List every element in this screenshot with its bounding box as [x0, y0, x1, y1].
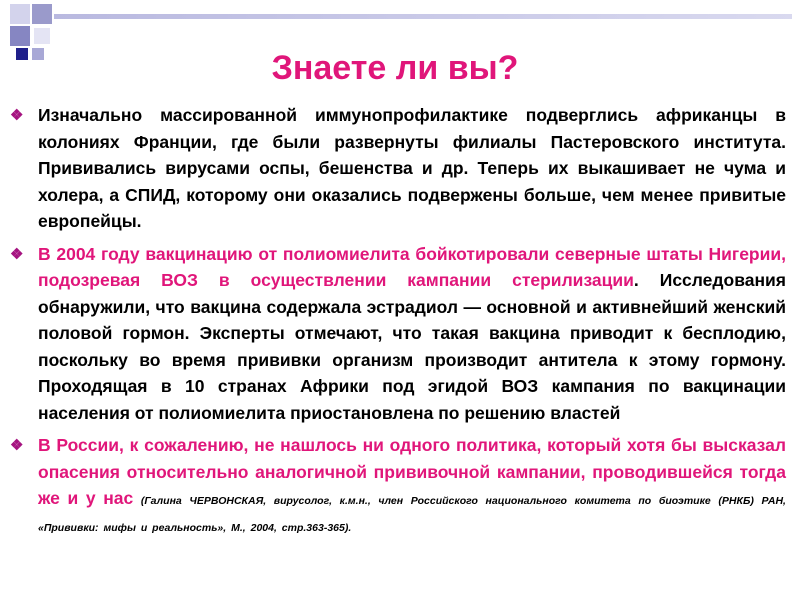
- bullet-item: [8, 102, 786, 235]
- decorative-square: [10, 4, 30, 24]
- bullet-list: [8, 102, 786, 544]
- diamond-bullet-icon: ❖: [10, 437, 24, 454]
- bullet-highlight-text: В 2004 году вакцинацию от полиомиелита бойкотировали северные штаты Нигерии, подозревая ВОЗ в осуществлении кампании стерилизации: [38, 243, 786, 290]
- decorative-top-line: [54, 14, 792, 19]
- bullet-highlight-text: В России, к сожалению, не нашлось ни одного политика, который хотя бы высказал опасения относительно аналогичной прививочной кампании, проводившейся тогда же и у нас: [38, 435, 786, 508]
- diamond-bullet-icon: ❖: [10, 245, 24, 263]
- slide-title: Знаете ли вы?: [271, 49, 519, 87]
- diamond-bullet-icon: ❖: [10, 107, 24, 124]
- bullet-item: [8, 432, 786, 538]
- bullet-item: [8, 241, 786, 427]
- decorative-square: [32, 4, 52, 24]
- source-reference: (Галина ЧЕРВОНСКАЯ, вирусолог, к.м.н., член Российского национального комитета по биоэтике (РНКБ) РАН, «Прививки: мифы и реальность», М., 2004, стр.363-365).: [38, 495, 786, 534]
- decorative-square: [10, 26, 30, 46]
- bullet-text: . Исследования обнаружили, что вакцина содержала эстрадиол — основной и активнейший женский половой гормон. Эксперты отмечают, что такая вакцина приводит к бесплодию, поскольку во время прививки организм производит антитела к этому гормону. Проходящая в 10 странах Африки под эгидой ВОЗ кампания по вакцинации населения от полиомиелита приостановлена по решению властей: [38, 270, 787, 423]
- bullet-text: Изначально массированной иммунопрофилактике подверглись африканцы в колониях Франции, где были развернуты филиалы Пастеровского института. Прививались вирусами оспы, бешенства и др. Теперь их выкашивает не чума и холера, а СПИД, которому они оказались подвержены больше, чем менее привитые европейцы.: [38, 105, 786, 231]
- decorative-square: [34, 28, 50, 44]
